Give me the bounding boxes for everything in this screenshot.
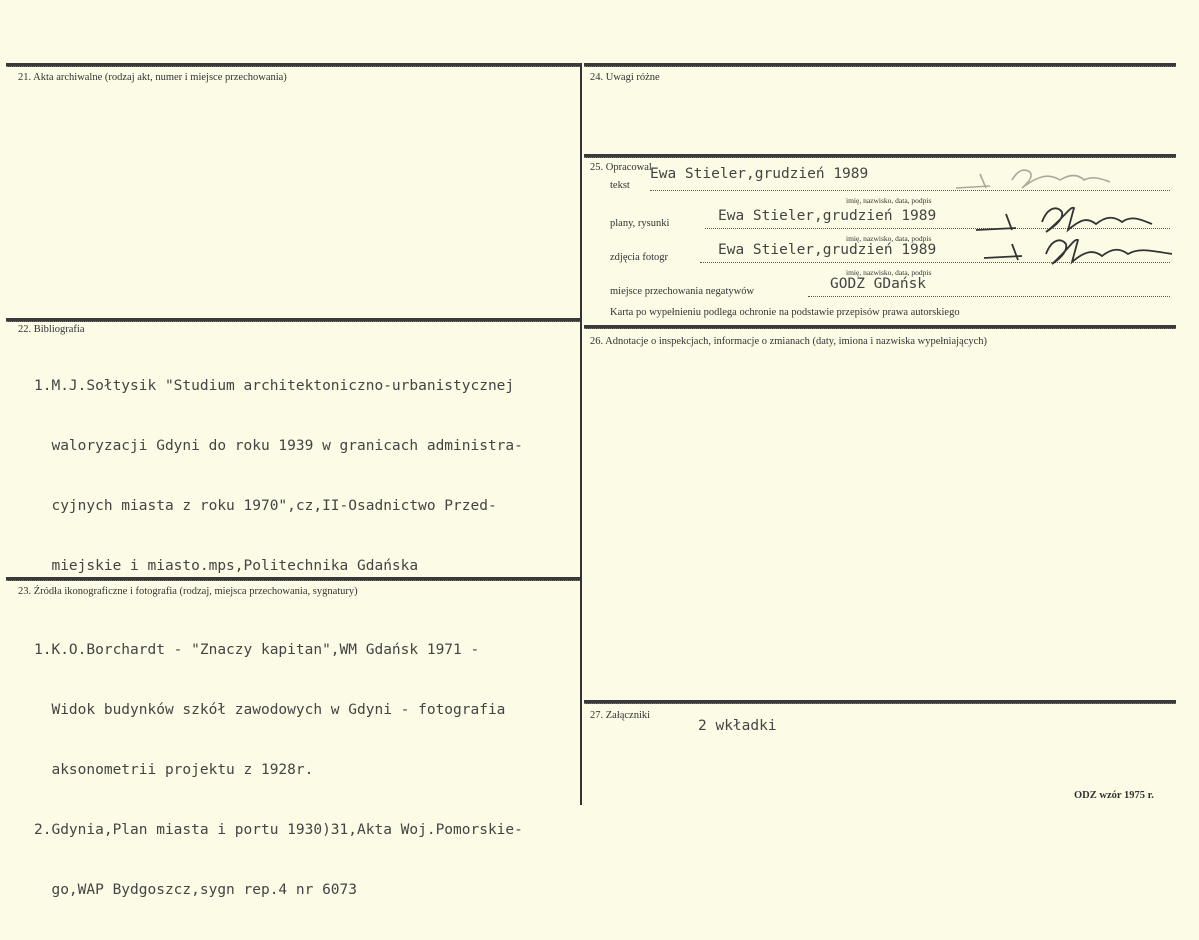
row-text-caption: imię, nazwisko, data, podpis bbox=[846, 196, 932, 205]
bibliography-line: waloryzacji Gdyni do roku 1939 w granicach administra- bbox=[34, 438, 523, 454]
section-25-label: 25. Opracowal bbox=[590, 162, 652, 173]
row-photos-value: Ewa Stieler,grudzień 1989 bbox=[718, 242, 937, 258]
iconography-line: Widok budynków szkół zawodowych w Gdyni - fotografia bbox=[34, 702, 506, 718]
bibliography-line: miejskie i miasto.mps,Politechnika Gdańska bbox=[34, 558, 419, 574]
section-26-label: 26. Adnotacje o inspekcjach, informacje o zmianach (daty, imiona i nazwiska wypełniających) bbox=[590, 336, 988, 347]
row-drawings-label: plany, rysunki bbox=[610, 218, 670, 229]
iconography-text bbox=[34, 600, 523, 940]
iconography-line: go,WAP Bydgoszcz,sygn rep.4 nr 6073 bbox=[34, 882, 358, 898]
iconography-line: aksonometrii projektu z 1928r. bbox=[34, 762, 314, 778]
section-22-label: 22. Bibliografia bbox=[18, 324, 85, 335]
section-24-label: 24. Uwagi różne bbox=[590, 72, 660, 83]
bibliography-line: cyjnych miasta z roku 1970",cz,II-Osadnictwo Przed- bbox=[34, 498, 497, 514]
rule-26 bbox=[584, 325, 1176, 329]
row-drawings-caption: imię, nazwisko, data, podpis bbox=[846, 234, 932, 243]
row-photos-label: zdjęcia fotogr bbox=[610, 252, 669, 263]
center-divider bbox=[580, 63, 582, 805]
form-code: ODZ wzór 1975 r. bbox=[1074, 790, 1154, 801]
attachments-value: 2 wkładki bbox=[698, 718, 777, 734]
section-27-label: 27. Załączniki bbox=[590, 710, 651, 721]
rule-27 bbox=[584, 700, 1176, 704]
bibliography-line: 1.M.J.Sołtysik "Studium architektoniczno-urbanistycznej bbox=[34, 378, 515, 394]
row-negatives-value: GODZ GDańsk bbox=[830, 276, 927, 292]
row-photos-caption: imię, nazwisko, data, podpis bbox=[846, 268, 932, 277]
section-21-label: 21. Akta archiwalne (rodzaj akt, numer i miejsce przechowania) bbox=[18, 72, 287, 83]
rule-22 bbox=[6, 318, 580, 322]
rule-25 bbox=[584, 154, 1176, 158]
bibliography-text bbox=[34, 336, 523, 616]
iconography-line: 1.K.O.Borchardt - "Znaczy kapitan",WM Gdańsk 1971 - bbox=[34, 642, 480, 658]
copyright-notice: Karta po wypełnieniu podlega ochronie na podstawie przepisów prawa autorskiego bbox=[610, 307, 960, 318]
row-text-value: Ewa Stieler,grudzień 1989 bbox=[650, 166, 869, 182]
top-rule-right bbox=[584, 63, 1176, 67]
row-drawings-value: Ewa Stieler,grudzień 1989 bbox=[718, 208, 937, 224]
iconography-line: 2.Gdynia,Plan miasta i portu 1930)31,Akta Woj.Pomorskie- bbox=[34, 822, 523, 838]
section-23-label: 23. Źródła ikonograficzne i fotografia (rodzaj, miejsca przechowania, sygnatury) bbox=[18, 586, 358, 597]
row-negatives-label: miejsce przechowania negatywów bbox=[610, 286, 755, 297]
row-text-label: tekst bbox=[610, 180, 630, 191]
signature-1 bbox=[950, 160, 1130, 196]
signature-3 bbox=[982, 234, 1176, 270]
row-negatives-line bbox=[808, 296, 1170, 297]
top-rule-left bbox=[6, 63, 580, 67]
